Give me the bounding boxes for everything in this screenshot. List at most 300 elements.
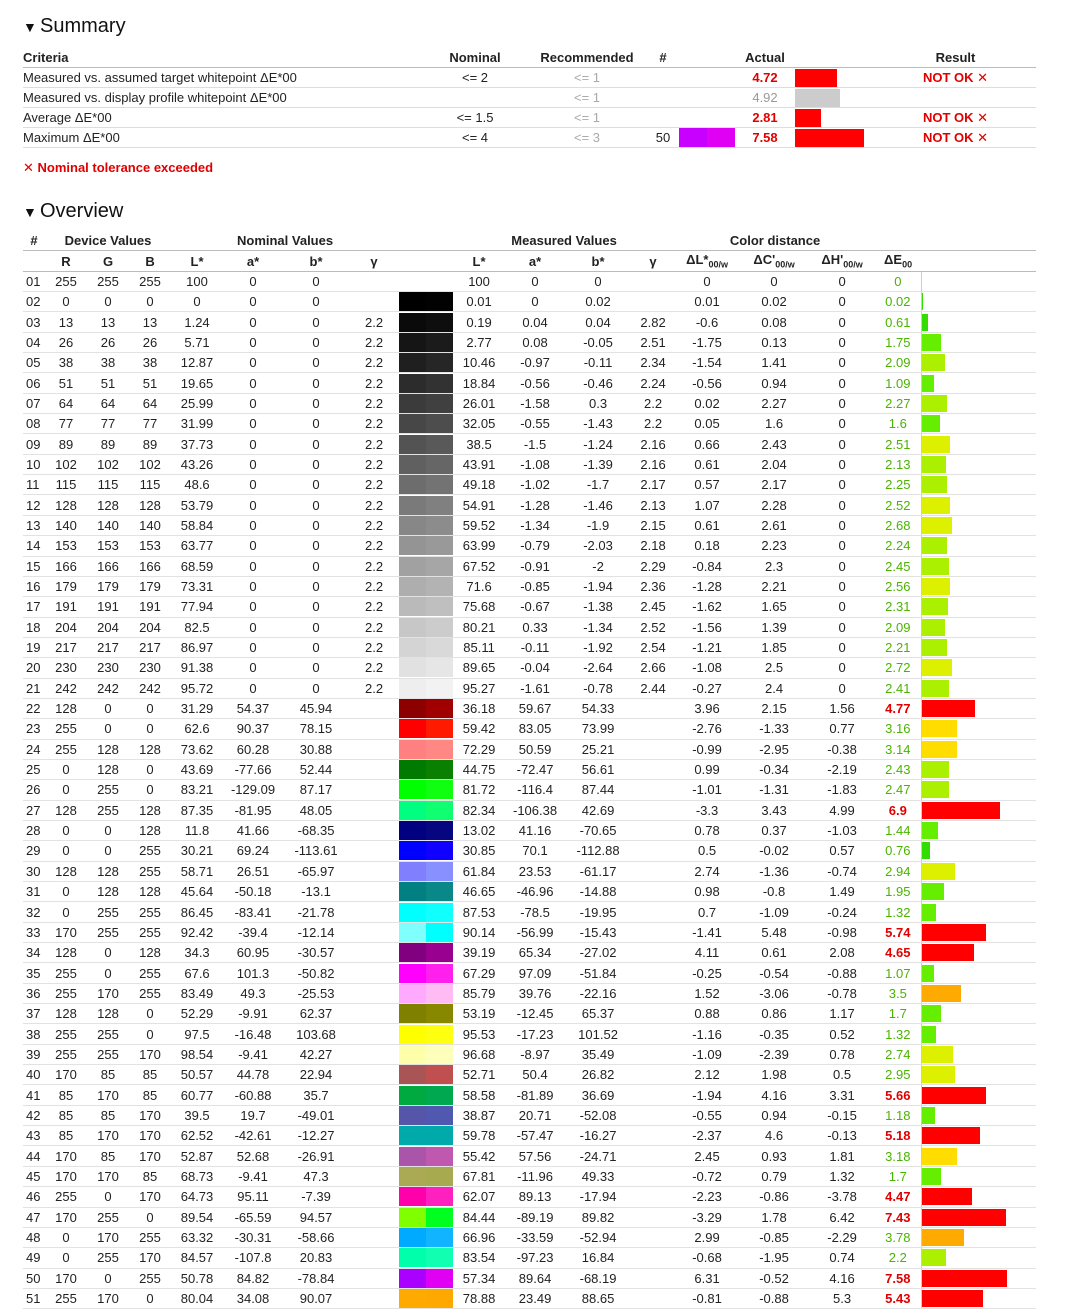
nominal-swatch (399, 556, 426, 576)
delta-h-header (809, 251, 875, 271)
num-cell: 40 (23, 1065, 45, 1085)
summary-row (23, 108, 1036, 128)
overview-row (23, 922, 1036, 942)
delta-e-cell: 2.95 (875, 1065, 921, 1085)
nominal-l-cell: 67.6 (171, 963, 223, 983)
delta-h-cell: 6.42 (809, 1207, 875, 1227)
overview-row (23, 861, 1036, 881)
delta-h-cell: 0.52 (809, 1024, 875, 1044)
delta-h-cell: 0 (809, 353, 875, 373)
delta-c-cell: -0.86 (739, 1187, 809, 1207)
overview-row (23, 617, 1036, 637)
measured-b-cell: -70.65 (565, 820, 631, 840)
measured-color (426, 455, 453, 474)
delta-l-cell: -0.68 (675, 1248, 739, 1268)
delta-e-cell: 1.7 (875, 1166, 921, 1186)
delta-c-cell: -0.88 (739, 1288, 809, 1308)
blank-header (23, 251, 45, 271)
nominal-gamma-cell (349, 1146, 399, 1166)
delta-h-cell: 0 (809, 556, 875, 576)
nominal-swatch (399, 475, 426, 495)
delta-e-bar-cell (921, 1146, 1036, 1166)
nominal-l-cell: 31.29 (171, 698, 223, 718)
nominal-l-cell: 25.99 (171, 393, 223, 413)
measured-l-cell: 78.88 (453, 1288, 505, 1308)
nominal-b-cell: 0 (283, 475, 349, 495)
delta-h-cell: 1.17 (809, 1004, 875, 1024)
delta-l-cell: -1.94 (675, 1085, 739, 1105)
delta-c-cell: 2.21 (739, 576, 809, 596)
collapse-triangle-icon[interactable]: ▼ (23, 204, 40, 220)
delta-e-cell: 2.52 (875, 495, 921, 515)
r-cell: 255 (45, 1187, 87, 1207)
nominal-a-cell: 0 (223, 353, 283, 373)
num-cell: 05 (23, 353, 45, 373)
nominal-a-cell: -50.18 (223, 882, 283, 902)
measured-b-cell: 0 (565, 271, 631, 291)
measured-l-cell: 67.81 (453, 1166, 505, 1186)
delta-e-bar-cell (921, 536, 1036, 556)
measured-l-cell: 0.19 (453, 312, 505, 332)
overview-row (23, 271, 1036, 291)
summary-row (23, 128, 1036, 148)
nominal-l-cell: 73.31 (171, 576, 223, 596)
measured-b-cell: 87.44 (565, 780, 631, 800)
delta-e-bar-cell (921, 902, 1036, 922)
nominal-color (399, 699, 426, 718)
delta-l-cell: 0.61 (675, 515, 739, 535)
delta-l-cell: -1.16 (675, 1024, 739, 1044)
measured-b-cell: -1.24 (565, 434, 631, 454)
delta-e-bar-cell (921, 882, 1036, 902)
delta-c-cell: 2.28 (739, 495, 809, 515)
nominal-a-cell: 0 (223, 454, 283, 474)
g-cell: 0 (87, 1187, 129, 1207)
delta-c-cell: 2.43 (739, 434, 809, 454)
num-cell: 16 (23, 576, 45, 596)
measured-l-cell: 67.52 (453, 556, 505, 576)
nominal-gamma-cell (349, 780, 399, 800)
measured-swatch (426, 536, 453, 556)
nominal-l-cell: 62.6 (171, 719, 223, 739)
criteria-cell: Maximum ΔE*00 (23, 128, 423, 148)
nominal-swatch (399, 332, 426, 352)
hash-header: # (647, 48, 679, 68)
overview-row (23, 698, 1036, 718)
delta-e-cell: 2.21 (875, 637, 921, 657)
num-cell: 11 (23, 475, 45, 495)
measured-a-cell: -1.61 (505, 678, 565, 698)
measured-gamma-cell (631, 739, 675, 759)
nominal-a-cell: 0 (223, 271, 283, 291)
nominal-gamma-cell (349, 820, 399, 840)
delta-e-cell: 3.78 (875, 1227, 921, 1247)
measured-a-cell: -1.28 (505, 495, 565, 515)
b-cell: 0 (129, 1288, 171, 1308)
nominal-gamma-cell (349, 1227, 399, 1247)
num-cell: 45 (23, 1166, 45, 1186)
nominal-l-cell: 19.65 (171, 373, 223, 393)
nominal-b-cell: -21.78 (283, 902, 349, 922)
r-cell: 191 (45, 597, 87, 617)
nominal-b-header: b* (283, 251, 349, 271)
delta-h-cell: -1.03 (809, 820, 875, 840)
delta-e-bar (922, 334, 942, 351)
measured-color (426, 1004, 453, 1023)
nominal-values-header: Nominal Values (171, 231, 399, 251)
delta-e-bar-cell (921, 780, 1036, 800)
delta-c-cell: -0.52 (739, 1268, 809, 1288)
measured-color (426, 1208, 453, 1227)
nominal-a-cell: 0 (223, 393, 283, 413)
delta-e-bar-cell (921, 475, 1036, 495)
measured-color (426, 1228, 453, 1247)
nominal-gamma-cell: 2.2 (349, 617, 399, 637)
g-cell: 13 (87, 312, 129, 332)
delta-l-cell: -2.23 (675, 1187, 739, 1207)
nominal-gamma-cell (349, 1105, 399, 1125)
delta-e-cell: 2.2 (875, 1248, 921, 1268)
measured-l-cell: 10.46 (453, 353, 505, 373)
nominal-color (399, 740, 426, 759)
b-cell: 85 (129, 1085, 171, 1105)
measured-gamma-cell (631, 1166, 675, 1186)
nominal-l-cell: 58.84 (171, 515, 223, 535)
delta-e-cell: 2.09 (875, 353, 921, 373)
nominal-gamma-cell (349, 1248, 399, 1268)
r-cell: 0 (45, 759, 87, 779)
r-cell: 85 (45, 1085, 87, 1105)
num-cell: 18 (23, 617, 45, 637)
delta-e-bar (922, 904, 937, 921)
nominal-a-cell: 54.37 (223, 698, 283, 718)
g-cell: 128 (87, 759, 129, 779)
nominal-gamma-cell: 2.2 (349, 454, 399, 474)
criteria-cell: Average ΔE*00 (23, 108, 423, 128)
nominal-a-cell: 41.66 (223, 820, 283, 840)
nominal-swatch (399, 1044, 426, 1064)
delta-e-cell: 2.94 (875, 861, 921, 881)
num-cell: 17 (23, 597, 45, 617)
delta-e-bar (922, 375, 934, 392)
delta-e-bar (922, 680, 949, 697)
g-cell: 128 (87, 1004, 129, 1024)
measured-b-cell: -1.46 (565, 495, 631, 515)
measured-l-cell: 18.84 (453, 373, 505, 393)
measured-b-cell: 101.52 (565, 1024, 631, 1044)
b-cell: 170 (129, 1187, 171, 1207)
nominal-header: Nominal (423, 48, 527, 68)
nominal-l-cell: 77.94 (171, 597, 223, 617)
delta-l-cell: -1.54 (675, 353, 739, 373)
nominal-color (399, 394, 426, 413)
nominal-a-cell: 0 (223, 576, 283, 596)
delta-h-cell: 0 (809, 637, 875, 657)
delta-h-cell: 3.31 (809, 1085, 875, 1105)
measured-l-cell: 26.01 (453, 393, 505, 413)
measured-gamma-cell (631, 1288, 675, 1308)
measured-swatch (426, 1105, 453, 1125)
num-cell: 30 (23, 861, 45, 881)
r-cell: 170 (45, 1166, 87, 1186)
measured-swatch (426, 719, 453, 739)
delta-e-bar (922, 863, 955, 880)
measured-swatch (426, 922, 453, 942)
delta-e-bar-cell (921, 841, 1036, 861)
overview-row (23, 820, 1036, 840)
measured-swatch (426, 1227, 453, 1247)
nominal-swatch (399, 292, 426, 312)
nominal-gamma-cell (349, 882, 399, 902)
swatch-half (679, 128, 707, 147)
b-cell: 128 (129, 739, 171, 759)
measured-swatch (426, 515, 453, 535)
measured-l-cell: 49.18 (453, 475, 505, 495)
delta-c-cell: 1.39 (739, 617, 809, 637)
delta-c-cell: 3.43 (739, 800, 809, 820)
nominal-b-cell: -13.1 (283, 882, 349, 902)
delta-h-cell: -1.83 (809, 780, 875, 800)
measured-l-cell: 54.91 (453, 495, 505, 515)
nominal-a-cell: -81.95 (223, 800, 283, 820)
measured-gamma-header: γ (631, 251, 675, 271)
delta-e-cell: 2.31 (875, 597, 921, 617)
measured-color (426, 1289, 453, 1308)
delta-h-cell: 4.16 (809, 1268, 875, 1288)
nominal-l-cell: 39.5 (171, 1105, 223, 1125)
nominal-gamma-cell: 2.2 (349, 495, 399, 515)
nominal-a-cell: 60.28 (223, 739, 283, 759)
delta-e-cell: 1.95 (875, 882, 921, 902)
overview-row (23, 353, 1036, 373)
g-cell: 38 (87, 353, 129, 373)
measured-b-cell: 42.69 (565, 800, 631, 820)
measured-swatch (426, 759, 453, 779)
nominal-swatch (399, 515, 426, 535)
delta-l-cell: 0.18 (675, 536, 739, 556)
bar-header (795, 48, 875, 68)
nominal-swatch (399, 963, 426, 983)
measured-a-cell: -1.08 (505, 454, 565, 474)
nominal-a-cell: 0 (223, 292, 283, 312)
nominal-swatch (399, 1268, 426, 1288)
measured-swatch (426, 1085, 453, 1105)
nominal-gamma-cell (349, 963, 399, 983)
nominal-b-cell: 87.17 (283, 780, 349, 800)
recommended-cell: <= 3 (527, 128, 647, 148)
nominal-l-cell: 0 (171, 292, 223, 312)
measured-swatch (426, 841, 453, 861)
nominal-gamma-cell (349, 800, 399, 820)
delta-l-cell: -0.56 (675, 373, 739, 393)
actual-bar (795, 129, 864, 147)
measured-color (426, 923, 453, 942)
delta-e-cell: 2.45 (875, 556, 921, 576)
nominal-l-cell: 50.78 (171, 1268, 223, 1288)
nominal-a-cell: 0 (223, 515, 283, 535)
nominal-color (399, 801, 426, 820)
nominal-l-cell: 60.77 (171, 1085, 223, 1105)
measured-b-cell: -19.95 (565, 902, 631, 922)
measured-l-cell: 46.65 (453, 882, 505, 902)
measured-gamma-cell (631, 800, 675, 820)
collapse-triangle-icon[interactable]: ▼ (23, 19, 40, 35)
nominal-l-cell: 43.69 (171, 759, 223, 779)
nominal-swatch (399, 1288, 426, 1308)
b-cell: 140 (129, 515, 171, 535)
r-cell: 128 (45, 1004, 87, 1024)
g-cell: 85 (87, 1146, 129, 1166)
nominal-color (399, 862, 426, 881)
delta-e-bar-cell (921, 393, 1036, 413)
summary-header-row (23, 48, 1036, 68)
nominal-swatch (399, 1065, 426, 1085)
delta-e-cell: 1.09 (875, 373, 921, 393)
overview-row (23, 576, 1036, 596)
nominal-b-cell: 103.68 (283, 1024, 349, 1044)
measured-color (426, 618, 453, 637)
delta-e-cell: 1.07 (875, 963, 921, 983)
nominal-l-cell: 62.52 (171, 1126, 223, 1146)
measured-swatch (426, 1268, 453, 1288)
overview-group-header-row (23, 231, 1036, 251)
delta-e-bar (922, 1005, 941, 1022)
nominal-b-cell: 62.37 (283, 1004, 349, 1024)
delta-e-bar-cell (921, 515, 1036, 535)
nominal-b-cell: 0 (283, 353, 349, 373)
delta-c-cell: 0.02 (739, 292, 809, 312)
measured-l-cell: 80.21 (453, 617, 505, 637)
delta-e-cell: 2.74 (875, 1044, 921, 1064)
nominal-swatch (399, 882, 426, 902)
measured-values-header: Measured Values (453, 231, 675, 251)
nominal-a-cell: 0 (223, 617, 283, 637)
r-cell: 0 (45, 1227, 87, 1247)
delta-h-cell: 0.77 (809, 719, 875, 739)
nominal-gamma-cell (349, 1288, 399, 1308)
measured-color (426, 536, 453, 555)
measured-b-cell: 88.65 (565, 1288, 631, 1308)
delta-e-bar-cell (921, 1268, 1036, 1288)
measured-color (426, 516, 453, 535)
g-cell: 0 (87, 943, 129, 963)
nominal-b-cell: -12.27 (283, 1126, 349, 1146)
nominal-color (399, 292, 426, 311)
g-cell: 0 (87, 841, 129, 861)
g-cell: 204 (87, 617, 129, 637)
nominal-l-cell: 83.21 (171, 780, 223, 800)
delta-e-cell: 4.47 (875, 1187, 921, 1207)
swatch-cell (679, 108, 735, 128)
nominal-color (399, 943, 426, 962)
b-cell: 179 (129, 576, 171, 596)
overview-row (23, 454, 1036, 474)
delta-e-cell: 0.02 (875, 292, 921, 312)
delta-l-cell: 1.52 (675, 983, 739, 1003)
b-cell: 38 (129, 353, 171, 373)
overview-heading[interactable] (23, 200, 123, 223)
measured-b-cell: -2.03 (565, 536, 631, 556)
nominal-a-cell: 69.24 (223, 841, 283, 861)
g-cell: 255 (87, 800, 129, 820)
delta-e-bar (922, 1046, 953, 1063)
measured-l-cell: 13.02 (453, 820, 505, 840)
overview-row (23, 800, 1036, 820)
measured-l-cell: 85.79 (453, 983, 505, 1003)
delta-e-bar-header (921, 251, 1036, 271)
r-cell: 0 (45, 292, 87, 312)
r-cell: 115 (45, 475, 87, 495)
overview-row (23, 739, 1036, 759)
measured-a-cell: -1.02 (505, 475, 565, 495)
delta-c-cell: 5.48 (739, 922, 809, 942)
measured-gamma-cell: 2.51 (631, 332, 675, 352)
nominal-l-cell: 58.71 (171, 861, 223, 881)
delta-h-cell: -0.24 (809, 902, 875, 922)
nominal-l-cell: 37.73 (171, 434, 223, 454)
measured-color (426, 1167, 453, 1186)
nominal-swatch (399, 434, 426, 454)
delta-e-bar (922, 1148, 958, 1165)
r-cell: 128 (45, 800, 87, 820)
b-cell: 128 (129, 820, 171, 840)
nominal-l-cell: 80.04 (171, 1288, 223, 1308)
num-cell: 12 (23, 495, 45, 515)
nominal-color (399, 414, 426, 433)
delta-h-cell: 0.5 (809, 1065, 875, 1085)
summary-row (23, 88, 1036, 108)
delta-e-cell: 7.58 (875, 1268, 921, 1288)
overview-row (23, 1126, 1036, 1146)
delta-h-cell: 0 (809, 617, 875, 637)
nominal-b-cell: 0 (283, 373, 349, 393)
delta-l-cell: 2.45 (675, 1146, 739, 1166)
nominal-b-cell: 0 (283, 637, 349, 657)
measured-gamma-cell: 2.45 (631, 597, 675, 617)
delta-l-cell: -0.55 (675, 1105, 739, 1125)
r-cell: 0 (45, 882, 87, 902)
measured-b-cell: -0.78 (565, 678, 631, 698)
num-cell: 23 (23, 719, 45, 739)
measured-l-cell: 58.58 (453, 1085, 505, 1105)
swatch-header (679, 48, 735, 68)
delta-e-bar (922, 1107, 935, 1124)
measured-gamma-cell: 2.18 (631, 536, 675, 556)
r-cell: 166 (45, 556, 87, 576)
delta-e-cell: 2.27 (875, 393, 921, 413)
delta-e-cell: 2.56 (875, 576, 921, 596)
measured-a-cell: 20.71 (505, 1105, 565, 1125)
b-cell: 255 (129, 963, 171, 983)
measured-gamma-cell (631, 1146, 675, 1166)
nominal-swatch (399, 1166, 426, 1186)
measured-color (426, 903, 453, 922)
delta-e-bar-cell (921, 1105, 1036, 1125)
nominal-color (399, 638, 426, 657)
nominal-gamma-cell: 2.2 (349, 332, 399, 352)
b-cell: 77 (129, 414, 171, 434)
measured-a-cell: -0.55 (505, 414, 565, 434)
delta-e-cell: 1.32 (875, 1024, 921, 1044)
summary-heading[interactable] (23, 15, 126, 38)
delta-e-bar-cell (921, 414, 1036, 434)
nominal-gamma-cell: 2.2 (349, 353, 399, 373)
measured-a-cell: -12.45 (505, 1004, 565, 1024)
g-cell: 26 (87, 332, 129, 352)
nominal-a-cell: 26.51 (223, 861, 283, 881)
r-cell: 217 (45, 637, 87, 657)
nominal-b-cell: 35.7 (283, 1085, 349, 1105)
